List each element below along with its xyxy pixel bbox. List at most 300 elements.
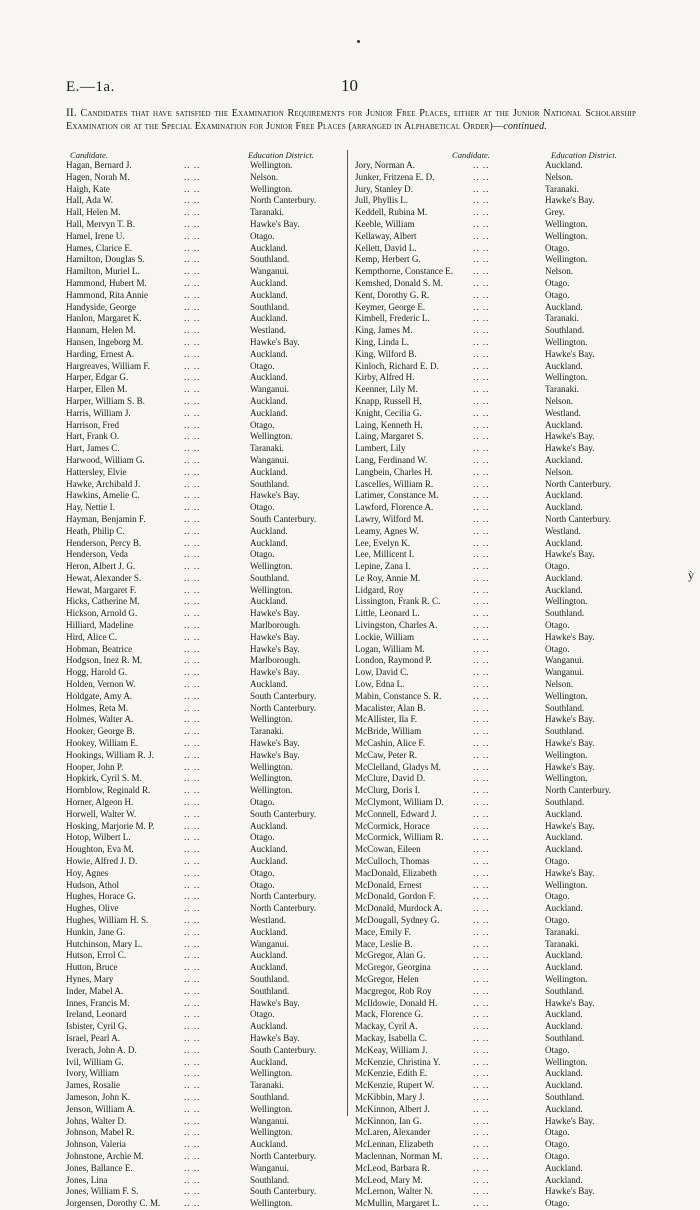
leader-dots: .. .. [184, 926, 201, 937]
leader-dots: .. .. [473, 1021, 490, 1032]
candidate-name: Kemp, Herbert G. [355, 254, 421, 265]
list-item [355, 384, 640, 396]
candidate-name: Mace, Leslie B. [355, 938, 413, 949]
leader-dots: .. .. [473, 561, 490, 572]
list-item [66, 207, 341, 219]
leader-dots: .. .. [184, 537, 201, 548]
leader-dots: .. .. [184, 1103, 201, 1114]
candidate-name: Lidgard, Roy [355, 584, 404, 595]
list-item [355, 1045, 640, 1057]
ink-speck [357, 40, 360, 43]
list-item [355, 608, 640, 620]
leader-dots: .. .. [473, 1198, 490, 1209]
leader-dots: .. .. [184, 962, 201, 973]
leader-dots: .. .. [473, 502, 490, 513]
candidate-name: Henderson, Veda [66, 549, 128, 560]
candidate-name: Jones, William F. S. [66, 1186, 139, 1197]
education-district: Westland. [250, 915, 286, 925]
list-item [66, 950, 341, 962]
education-district: Auckland. [545, 490, 583, 501]
list-item [66, 903, 341, 915]
leader-dots: .. .. [473, 926, 490, 937]
education-district: Auckland. [250, 844, 288, 855]
leader-dots: .. .. [473, 1139, 490, 1150]
education-district: North Canterbury. [545, 513, 612, 524]
leader-dots: .. .. [473, 938, 490, 949]
candidate-name: McLeod, Mary M. [355, 1174, 423, 1185]
education-district: Wellington. [250, 1103, 293, 1114]
list-item [66, 361, 341, 373]
leader-dots: .. .. [473, 372, 490, 383]
list-item [355, 821, 640, 833]
leader-dots: .. .. [184, 572, 201, 583]
education-district: Marlborough. [250, 655, 301, 666]
list-item [355, 1021, 640, 1033]
leader-dots: .. .. [473, 820, 490, 831]
leader-dots: .. .. [184, 289, 201, 300]
candidate-name: Hart, James C. [66, 443, 120, 454]
list-item [355, 431, 640, 443]
candidate-name: Hobman, Beatrice [66, 643, 133, 654]
education-district: Auckland. [250, 525, 288, 536]
leader-dots: .. .. [184, 336, 201, 347]
list-item [355, 219, 640, 231]
education-district: Hawke's Bay. [250, 218, 300, 229]
leader-dots: .. .. [473, 289, 490, 300]
list-item [66, 502, 341, 514]
leader-dots: .. .. [473, 1103, 490, 1114]
leader-dots: .. .. [473, 443, 490, 454]
education-district: Otago. [545, 289, 570, 300]
leader-dots: .. .. [184, 454, 201, 465]
education-district: Auckland. [545, 832, 583, 843]
education-district: Wellington. [545, 879, 588, 890]
leader-dots: .. .. [184, 938, 201, 949]
leader-dots: .. .. [473, 478, 490, 489]
leader-dots: .. .. [473, 160, 490, 170]
education-district: Hawke's Bay. [250, 749, 300, 760]
leader-dots: .. .. [184, 384, 201, 395]
candidate-name: Hewat, Alexander S. [66, 572, 142, 583]
candidate-name: McDonald, Gordon F. [355, 891, 436, 902]
education-district: Otago. [545, 1139, 570, 1150]
education-district: South Canterbury. [250, 690, 317, 701]
leader-dots: .. .. [184, 348, 201, 359]
list-item [355, 891, 640, 903]
education-district: Hawke's Bay. [250, 643, 300, 654]
leader-dots: .. .. [473, 667, 490, 678]
list-item [355, 986, 640, 998]
list-item [66, 243, 341, 255]
leader-dots: .. .. [473, 915, 490, 925]
list-item [66, 431, 341, 443]
list-item [355, 1127, 640, 1139]
education-district: Otago. [545, 915, 570, 925]
candidate-name: Low, David C. [355, 667, 409, 678]
list-item [66, 420, 341, 432]
leader-dots: .. .. [473, 1127, 490, 1138]
candidate-name: Laing, Margaret S. [355, 431, 424, 442]
education-district: Otago. [545, 1127, 570, 1138]
list-item [66, 738, 341, 750]
education-district: Otago. [250, 832, 275, 843]
leader-dots: .. .. [473, 1044, 490, 1055]
leader-dots: .. .. [473, 171, 490, 182]
leader-dots: .. .. [473, 973, 490, 984]
education-district: Auckland. [250, 289, 288, 300]
leader-dots: .. .. [184, 997, 201, 1008]
education-district: Auckland. [545, 1009, 583, 1020]
leader-dots: .. .. [184, 372, 201, 383]
education-district: Auckland. [545, 903, 583, 914]
education-district: Wellington. [250, 773, 293, 784]
leader-dots: .. .. [184, 1150, 201, 1161]
candidate-name: Johnson, Valeria [66, 1139, 126, 1150]
education-district: Auckland. [545, 1162, 583, 1173]
list-item [355, 549, 640, 561]
candidate-name: Hamilton, Douglas S. [66, 254, 145, 265]
candidate-name: Hornblow, Reginald R. [66, 785, 151, 796]
candidate-name: Lawry, Wilford M. [355, 513, 424, 524]
leader-dots: .. .. [184, 490, 201, 501]
leader-dots: .. .. [473, 549, 490, 560]
list-item [355, 1092, 640, 1104]
candidate-name: Hughes, William H. S. [66, 915, 149, 925]
candidate-name: Hart, Frank O. [66, 431, 120, 442]
candidate-name: Isbister, Cyril G. [66, 1021, 127, 1032]
leader-dots: .. .. [184, 419, 201, 430]
list-item [355, 691, 640, 703]
candidate-name: Kimbell, Frederic L. [355, 313, 430, 324]
list-item [66, 561, 341, 573]
leader-dots: .. .. [473, 997, 490, 1008]
leader-dots: .. .. [184, 761, 201, 772]
list-item [66, 644, 341, 656]
list-item [66, 1198, 341, 1210]
list-item [355, 302, 640, 314]
leader-dots: .. .. [184, 525, 201, 536]
list-item [355, 809, 640, 821]
list-item [355, 172, 640, 184]
candidate-name: Hickson, Arnold G. [66, 608, 138, 619]
list-item [66, 538, 341, 550]
leader-dots: .. .. [184, 773, 201, 784]
candidate-name: Hughes, Olive [66, 903, 119, 914]
leader-dots: .. .. [184, 973, 201, 984]
candidate-name: McGregor, Georgina [355, 962, 431, 973]
list-item [355, 939, 640, 951]
list-item [355, 596, 640, 608]
education-district: Hawke's Bay. [545, 867, 595, 878]
list-item [355, 832, 640, 844]
leader-dots: .. .. [184, 867, 201, 878]
education-district: Auckland. [250, 1056, 288, 1067]
candidate-name: Latimer, Constance M. [355, 490, 439, 501]
candidate-name: Heron, Albert J. G. [66, 561, 136, 572]
education-district: Auckland. [250, 395, 288, 406]
education-district: Auckland. [545, 1068, 583, 1079]
education-district: Otago. [250, 360, 275, 371]
candidate-name: McKeay, William J. [355, 1044, 428, 1055]
candidate-name: Hamel, Irene U. [66, 230, 125, 241]
candidate-name: Howie, Alfred J. D. [66, 856, 138, 867]
candidate-name: Keeble, William [355, 218, 415, 229]
candidate-name: Hansen, Ingeborg M. [66, 336, 144, 347]
education-district: Nelson. [545, 171, 574, 182]
section-heading [66, 107, 636, 133]
education-district: North Canterbury. [545, 785, 612, 796]
leader-dots: .. .. [473, 230, 490, 241]
list-item [355, 785, 640, 797]
list-item [355, 313, 640, 325]
right-district-header: Education District. [551, 150, 617, 160]
list-item [66, 408, 341, 420]
list-item [355, 538, 640, 550]
education-district: Otago. [250, 549, 275, 560]
leader-dots: .. .. [184, 808, 201, 819]
education-district: Nelson. [545, 466, 574, 477]
leader-dots: .. .. [473, 797, 490, 808]
education-district: Wellington. [250, 584, 293, 595]
education-district: Otago. [250, 1009, 275, 1020]
education-district: Westland. [545, 407, 581, 418]
education-district: Auckland. [250, 950, 288, 961]
left-candidate-list [66, 160, 341, 1210]
leader-dots: .. .. [473, 1068, 490, 1079]
leader-dots: .. .. [473, 620, 490, 631]
education-district: Wanganui. [250, 1162, 289, 1173]
candidate-name: Lepine, Zana I. [355, 561, 411, 572]
candidate-name: Harper, Edgar G. [66, 372, 129, 383]
leader-dots: .. .. [184, 1044, 201, 1055]
leader-dots: .. .. [473, 962, 490, 973]
education-district: Auckland. [250, 277, 288, 288]
candidate-name: Holmes, Reta M. [66, 702, 129, 713]
education-district: Otago. [250, 230, 275, 241]
list-item [66, 608, 341, 620]
candidate-name: Ivory, William [66, 1068, 119, 1079]
education-district: Auckland. [545, 360, 583, 371]
list-item [66, 1175, 341, 1187]
candidate-name: Jenson, William A. [66, 1103, 136, 1114]
education-district: Hawke's Bay. [250, 490, 300, 501]
education-district: Wellington. [250, 785, 293, 796]
education-district: Southland. [545, 1032, 585, 1043]
list-item [355, 184, 640, 196]
leader-dots: .. .. [184, 313, 201, 324]
list-item [355, 644, 640, 656]
candidate-name: Harper, Ellen M. [66, 384, 128, 395]
list-item [355, 490, 640, 502]
candidate-name: Hall, Mervyn T. B. [66, 218, 135, 229]
candidate-name: Johnson, Mabel R. [66, 1127, 135, 1138]
leader-dots: .. .. [184, 218, 201, 229]
list-item [355, 714, 640, 726]
list-item [66, 1068, 341, 1080]
education-district: Auckland. [545, 844, 583, 855]
candidate-name: Hewat, Margaret F. [66, 584, 137, 595]
education-district: Wellington. [250, 1198, 293, 1209]
candidate-name: McGregor, Alan G. [355, 950, 426, 961]
list-item [66, 184, 341, 196]
leader-dots: .. .. [184, 183, 201, 194]
list-item [355, 1033, 640, 1045]
education-district: Auckland. [545, 1021, 583, 1032]
list-item [355, 632, 640, 644]
list-item [66, 1057, 341, 1069]
leader-dots: .. .. [184, 950, 201, 961]
education-district: Southland. [250, 973, 290, 984]
candidate-name: McKinnon, Ian G. [355, 1115, 422, 1126]
list-item [66, 266, 341, 278]
leader-dots: .. .. [473, 1174, 490, 1185]
education-district: Wanganui. [250, 266, 289, 277]
education-district: South Canterbury. [250, 808, 317, 819]
leader-dots: .. .. [184, 443, 201, 454]
education-district: Southland. [545, 726, 585, 737]
list-item [355, 585, 640, 597]
leader-dots: .. .. [473, 643, 490, 654]
list-item [355, 408, 640, 420]
candidate-name: Jury, Stanley D. [355, 183, 414, 194]
education-district: Southland. [545, 1091, 585, 1102]
candidate-name: Lissington, Frank R. C. [355, 596, 441, 607]
education-district: Auckland. [545, 1080, 583, 1091]
candidate-name: McKenzie, Rupert W. [355, 1080, 435, 1091]
candidate-name: Holdgate, Amy A. [66, 690, 133, 701]
list-item [66, 585, 341, 597]
education-district: Taranaki. [545, 938, 579, 949]
education-district: Wellington. [250, 160, 293, 170]
education-district: Southland. [250, 254, 290, 265]
candidate-name: Horner, Algeon H. [66, 797, 134, 808]
list-item [66, 962, 341, 974]
education-district: Nelson. [250, 171, 279, 182]
candidate-name: Hanlon, Margaret K. [66, 313, 142, 324]
leader-dots: .. .. [473, 985, 490, 996]
leader-dots: .. .. [184, 655, 201, 666]
leader-dots: .. .. [184, 985, 201, 996]
leader-dots: .. .. [184, 513, 201, 524]
list-item [66, 479, 341, 491]
leader-dots: .. .. [184, 749, 201, 760]
candidate-name: McIldowie, Donald H. [355, 997, 438, 1008]
right-candidate-list [355, 160, 640, 1210]
list-item [355, 337, 640, 349]
education-district: Otago. [545, 1044, 570, 1055]
candidate-name: Hodgson, Inez R. M. [66, 655, 143, 666]
education-district: Auckland. [545, 454, 583, 465]
candidate-name: Hudson, Athol [66, 879, 120, 890]
list-item [355, 231, 640, 243]
list-item [355, 502, 640, 514]
leader-dots: .. .. [473, 277, 490, 288]
candidate-name: McDonald, Murdock A. [355, 903, 443, 914]
education-district: Otago. [545, 643, 570, 654]
list-item [355, 844, 640, 856]
leader-dots: .. .. [184, 325, 201, 336]
candidate-name: Mace, Emily F. [355, 926, 411, 937]
leader-dots: .. .. [473, 679, 490, 690]
list-item [66, 1163, 341, 1175]
candidate-name: Hagen, Norah M. [66, 171, 130, 182]
education-district: Auckland. [545, 301, 583, 312]
leader-dots: .. .. [473, 879, 490, 890]
candidate-name: Johnstone, Archie M. [66, 1150, 144, 1161]
list-item [66, 974, 341, 986]
candidate-name: MacDonald, Elizabeth [355, 867, 437, 878]
candidate-name: Hamilton, Muriel L. [66, 266, 140, 277]
list-item [355, 667, 640, 679]
list-item [355, 455, 640, 467]
candidate-name: Keddell, Rubina M. [355, 207, 428, 218]
list-item [355, 974, 640, 986]
candidate-name: McClure, David D. [355, 773, 426, 784]
education-district: Hawke's Bay. [545, 443, 595, 454]
candidate-name: Hogg, Harold G. [66, 667, 128, 678]
education-district: Taranaki. [545, 384, 579, 395]
education-district: South Canterbury. [250, 513, 317, 524]
candidate-name: Laing, Kenneth H. [355, 419, 423, 430]
list-item [355, 679, 640, 691]
education-district: Auckland. [545, 584, 583, 595]
education-district: Nelson. [545, 679, 574, 690]
candidate-name: Hughes, Horace G. [66, 891, 136, 902]
candidate-name: Knapp, Russell H. [355, 395, 422, 406]
education-district: Hawke's Bay. [250, 631, 300, 642]
education-district: Hawke's Bay. [250, 1032, 300, 1043]
education-district: Auckland. [250, 1021, 288, 1032]
education-district: Hawke's Bay. [250, 608, 300, 619]
education-district: Auckland. [545, 1174, 583, 1185]
education-district: Hawke's Bay. [545, 549, 595, 560]
education-district: Southland. [545, 702, 585, 713]
leader-dots: .. .. [184, 714, 201, 725]
candidate-name: James, Rosalie [66, 1080, 121, 1091]
education-district: Wellington. [250, 183, 293, 194]
education-district: Southland. [250, 985, 290, 996]
candidate-name: Keymer, George E. [355, 301, 426, 312]
list-item [66, 868, 341, 880]
list-item [66, 278, 341, 290]
candidate-name: Harwood, William G. [66, 454, 145, 465]
list-item [66, 490, 341, 502]
candidate-name: Kempthorne, Constance E. [355, 266, 453, 277]
list-item [66, 726, 341, 738]
leader-dots: .. .. [473, 1056, 490, 1067]
list-item [355, 880, 640, 892]
leader-dots: .. .. [473, 513, 490, 524]
list-item [66, 714, 341, 726]
leader-dots: .. .. [473, 431, 490, 442]
education-district: Otago. [545, 277, 570, 288]
candidate-name: Hames, Clarice E. [66, 242, 133, 253]
leader-dots: .. .. [184, 277, 201, 288]
education-district: Wellington. [250, 1127, 293, 1138]
list-item [355, 750, 640, 762]
education-district: Auckland. [250, 926, 288, 937]
education-district: Hawke's Bay. [545, 761, 595, 772]
candidate-name: Haigh, Kate [66, 183, 110, 194]
list-item [66, 219, 341, 231]
list-item [66, 514, 341, 526]
list-item [66, 1021, 341, 1033]
candidate-name: McKenzie, Christina Y. [355, 1056, 441, 1067]
education-district: Auckland. [250, 407, 288, 418]
candidate-name: McAllister, Ila F. [355, 714, 418, 725]
leader-dots: .. .. [473, 525, 490, 536]
candidate-name: McCashin, Alice F. [355, 738, 425, 749]
